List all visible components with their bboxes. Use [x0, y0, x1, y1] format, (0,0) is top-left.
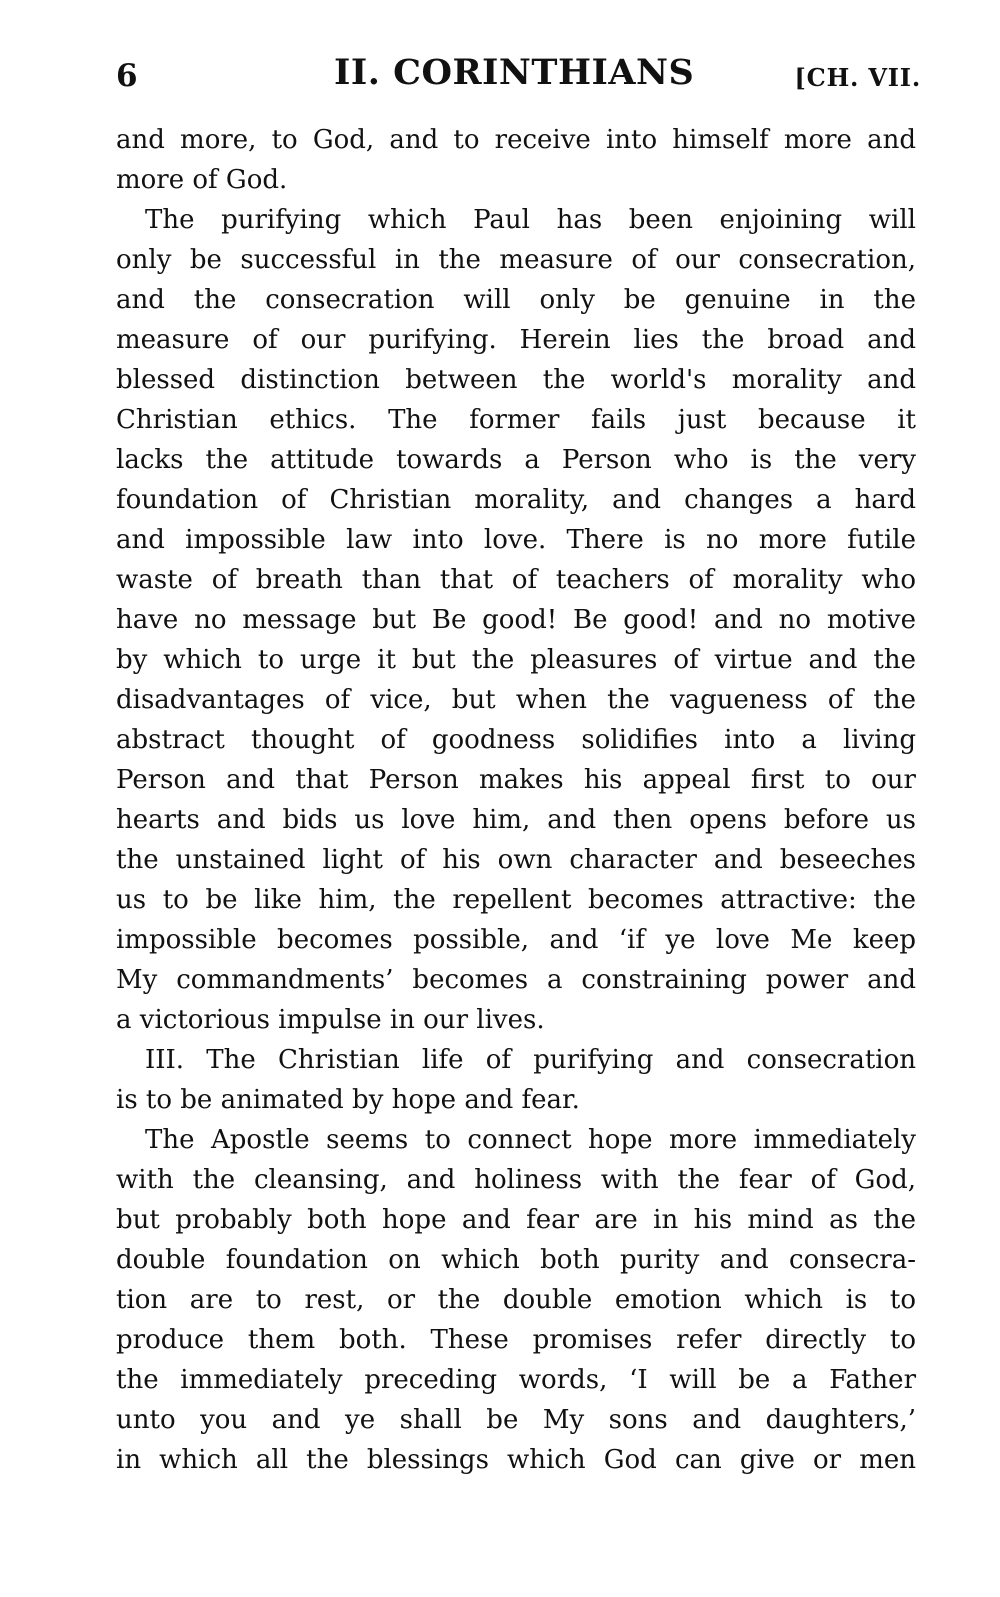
text-line: blessed distinction between the world's morality and: [116, 365, 916, 395]
text-line: have no message but Be good! Be good! and no motive: [116, 605, 916, 635]
body-text: [116, 120, 916, 1480]
text-line: waste of breath than that of teachers of morality who: [116, 565, 916, 595]
text-line: produce them both. These promises refer directly to: [116, 1325, 916, 1355]
text-line: is to be animated by hope and fear.: [116, 1085, 580, 1115]
chapter-reference: [CH. VII.: [794, 63, 921, 92]
text-line: My commandments’ becomes a constraining power and: [116, 965, 916, 995]
paragraph-purifying-consecration: [116, 200, 916, 1040]
text-line: tion are to rest, or the double emotion which is to: [116, 1285, 916, 1315]
paragraph-section-three: [116, 1040, 916, 1120]
text-line: unto you and ye shall be My sons and daughters,’: [116, 1405, 916, 1435]
text-line: only be successful in the measure of our consecration,: [116, 245, 916, 275]
text-line: foundation of Christian morality, and changes a hard: [116, 485, 916, 515]
text-line: and more, to God, and to receive into himself more and: [116, 125, 916, 155]
text-line: abstract thought of goodness solidifies into a living: [116, 725, 916, 755]
page-number: 6: [116, 58, 138, 94]
text-line: hearts and bids us love him, and then opens before us: [116, 805, 916, 835]
text-line: with the cleansing, and holiness with the fear of God,: [116, 1165, 916, 1195]
text-line: the immediately preceding words, ‘I will be a Father: [116, 1365, 916, 1395]
text-line: and the consecration will only be genuine in the: [116, 285, 916, 315]
text-line: double foundation on which both purity and consecra-: [116, 1245, 916, 1275]
text-line: lacks the attitude towards a Person who is the very: [116, 445, 916, 475]
text-line: the unstained light of his own character and beseeches: [116, 845, 916, 875]
text-line: a victorious impulse in our lives.: [116, 1005, 545, 1035]
text-line: disadvantages of vice, but when the vagueness of the: [116, 685, 916, 715]
text-line: measure of our purifying. Herein lies the broad and: [116, 325, 916, 355]
text-line: but probably both hope and fear are in his mind as the: [116, 1205, 916, 1235]
text-line: more of God.: [116, 165, 288, 195]
text-line: us to be like him, the repellent becomes attractive: the: [116, 885, 916, 915]
text-line: and impossible law into love. There is no more futile: [116, 525, 916, 555]
text-line: The purifying which Paul has been enjoining will: [145, 205, 916, 235]
paragraph-continuation: [116, 120, 916, 200]
running-title: II. CORINTHIANS: [334, 52, 695, 93]
text-line: Person and that Person makes his appeal first to our: [116, 765, 916, 795]
text-line: The Apostle seems to connect hope more immediately: [145, 1125, 916, 1155]
text-line: impossible becomes possible, and ‘if ye love Me keep: [116, 925, 916, 955]
text-line: III. The Christian life of purifying and consecration: [145, 1045, 916, 1075]
text-line: Christian ethics. The former fails just because it: [116, 405, 916, 435]
page-header: [116, 50, 921, 100]
text-line: by which to urge it but the pleasures of virtue and the: [116, 645, 916, 675]
paragraph-hope-fear: [116, 1120, 916, 1480]
text-line: in which all the blessings which God can give or men: [116, 1445, 916, 1475]
